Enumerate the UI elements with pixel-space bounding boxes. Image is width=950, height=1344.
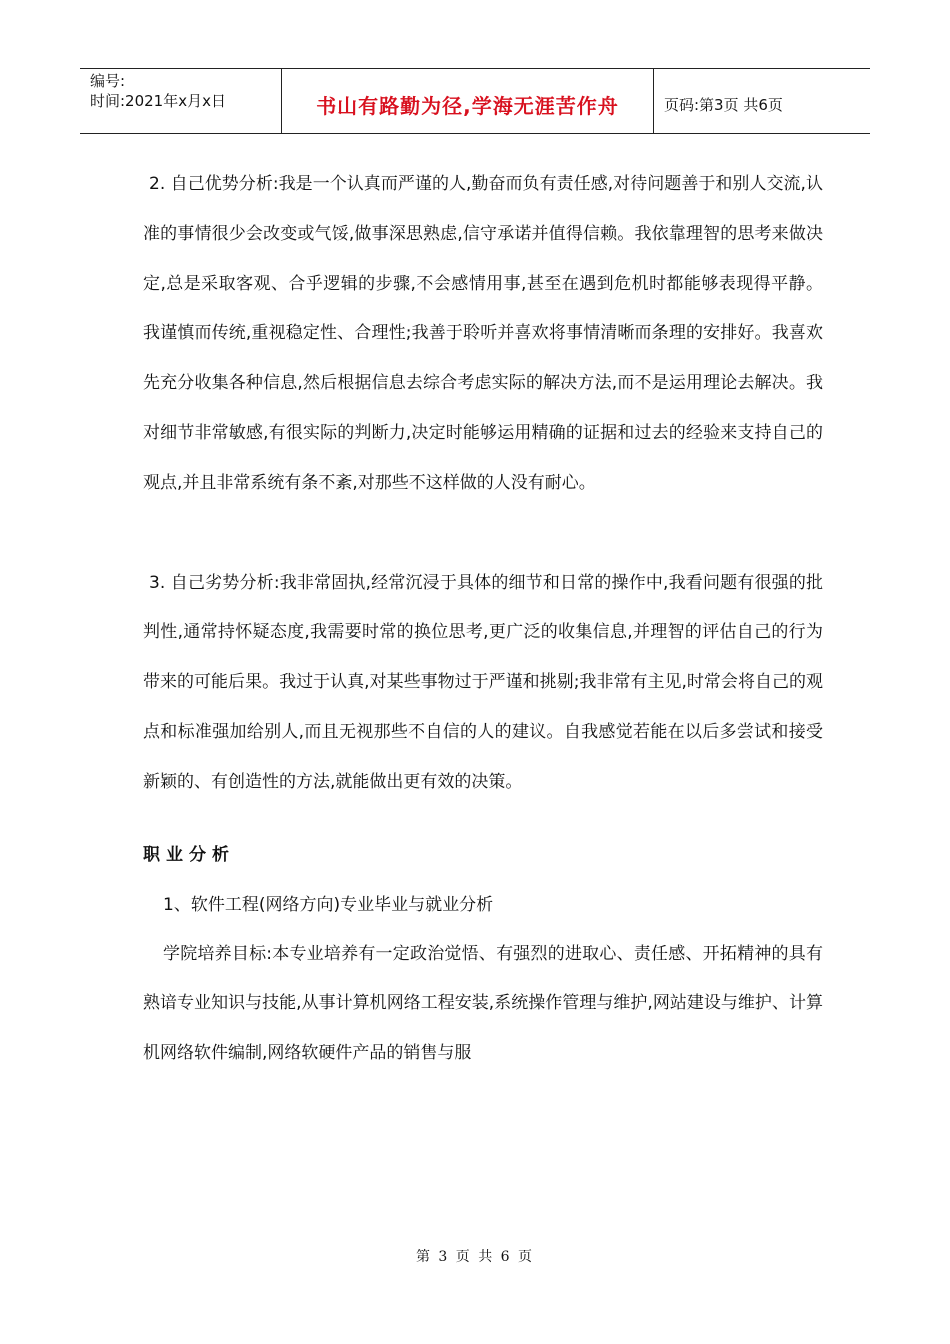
header-left-cell bbox=[80, 69, 282, 133]
document-body bbox=[143, 160, 823, 1079]
header-table bbox=[80, 68, 870, 134]
paragraph-training-goal: 学院培养目标:本专业培养有一定政治觉悟、有强烈的进取心、责任感、开拓精神的具有熟谙专业知识与技能,从事计算机网络工程安装,系统操作管理与维护,网站建设与维护、计算机网络软件编制,网络软硬件产品的销售与服 bbox=[143, 943, 823, 1064]
paragraph-strengths: 2. 自己优势分析:我是一个认真而严谨的人,勤奋而负有责任感,对待问题善于和别人交流,认准的事情很少会改变或气馁,做事深思熟虑,信守承诺并值得信赖。我依靠理智的思考来做决定,总是采取客观、合乎逻辑的步骤,不会感情用事,甚至在遇到危机时都能够表现得平静。 我谨慎而传统,重视稳定性、合理性;我善于聆听并喜欢将事情清晰而条理的安排好。我喜欢先充分收集各种信息,然后根据信息去综合考虑实际的解决方法,而不是运用理论去解决。我对细节非常敏感,有很实际的判断力,决定时能够运用精确的证据和过去的经验来支持自己的观点,并且非常系统有条不紊,对那些不这样做的人没有耐心。 bbox=[143, 174, 823, 493]
subsection-title: 1、软件工程(网络方向)专业毕业与就业分析 bbox=[163, 894, 494, 915]
page-code: 页码:第3页 共6页 bbox=[664, 95, 783, 114]
page-footer: 第 3 页 共 6 页 bbox=[415, 1249, 535, 1265]
number-label: 编号: bbox=[90, 72, 126, 90]
section-title: 职业分析 bbox=[143, 844, 235, 865]
motto: 书山有路勤为径,学海无涯苦作舟 bbox=[282, 69, 654, 133]
time-label: 时间:2021年x月x日 bbox=[90, 92, 226, 110]
paragraph-weaknesses: 3. 自己劣势分析:我非常固执,经常沉浸于具体的细节和日常的操作中,我看问题有很强的批判性,通常持怀疑态度,我需要时常的换位思考,更广泛的收集信息,并理智的评估自己的行为带来的可能后果。我过于认真,对某些事物过于严谨和挑剔;我非常有主见,时常会将自己的观点和标准强加给别人,而且无视那些不自信的人的建议。自我感觉若能在以后多尝试和接受新颖的、有创造性的方法,就能做出更有效的决策。 bbox=[143, 572, 823, 792]
